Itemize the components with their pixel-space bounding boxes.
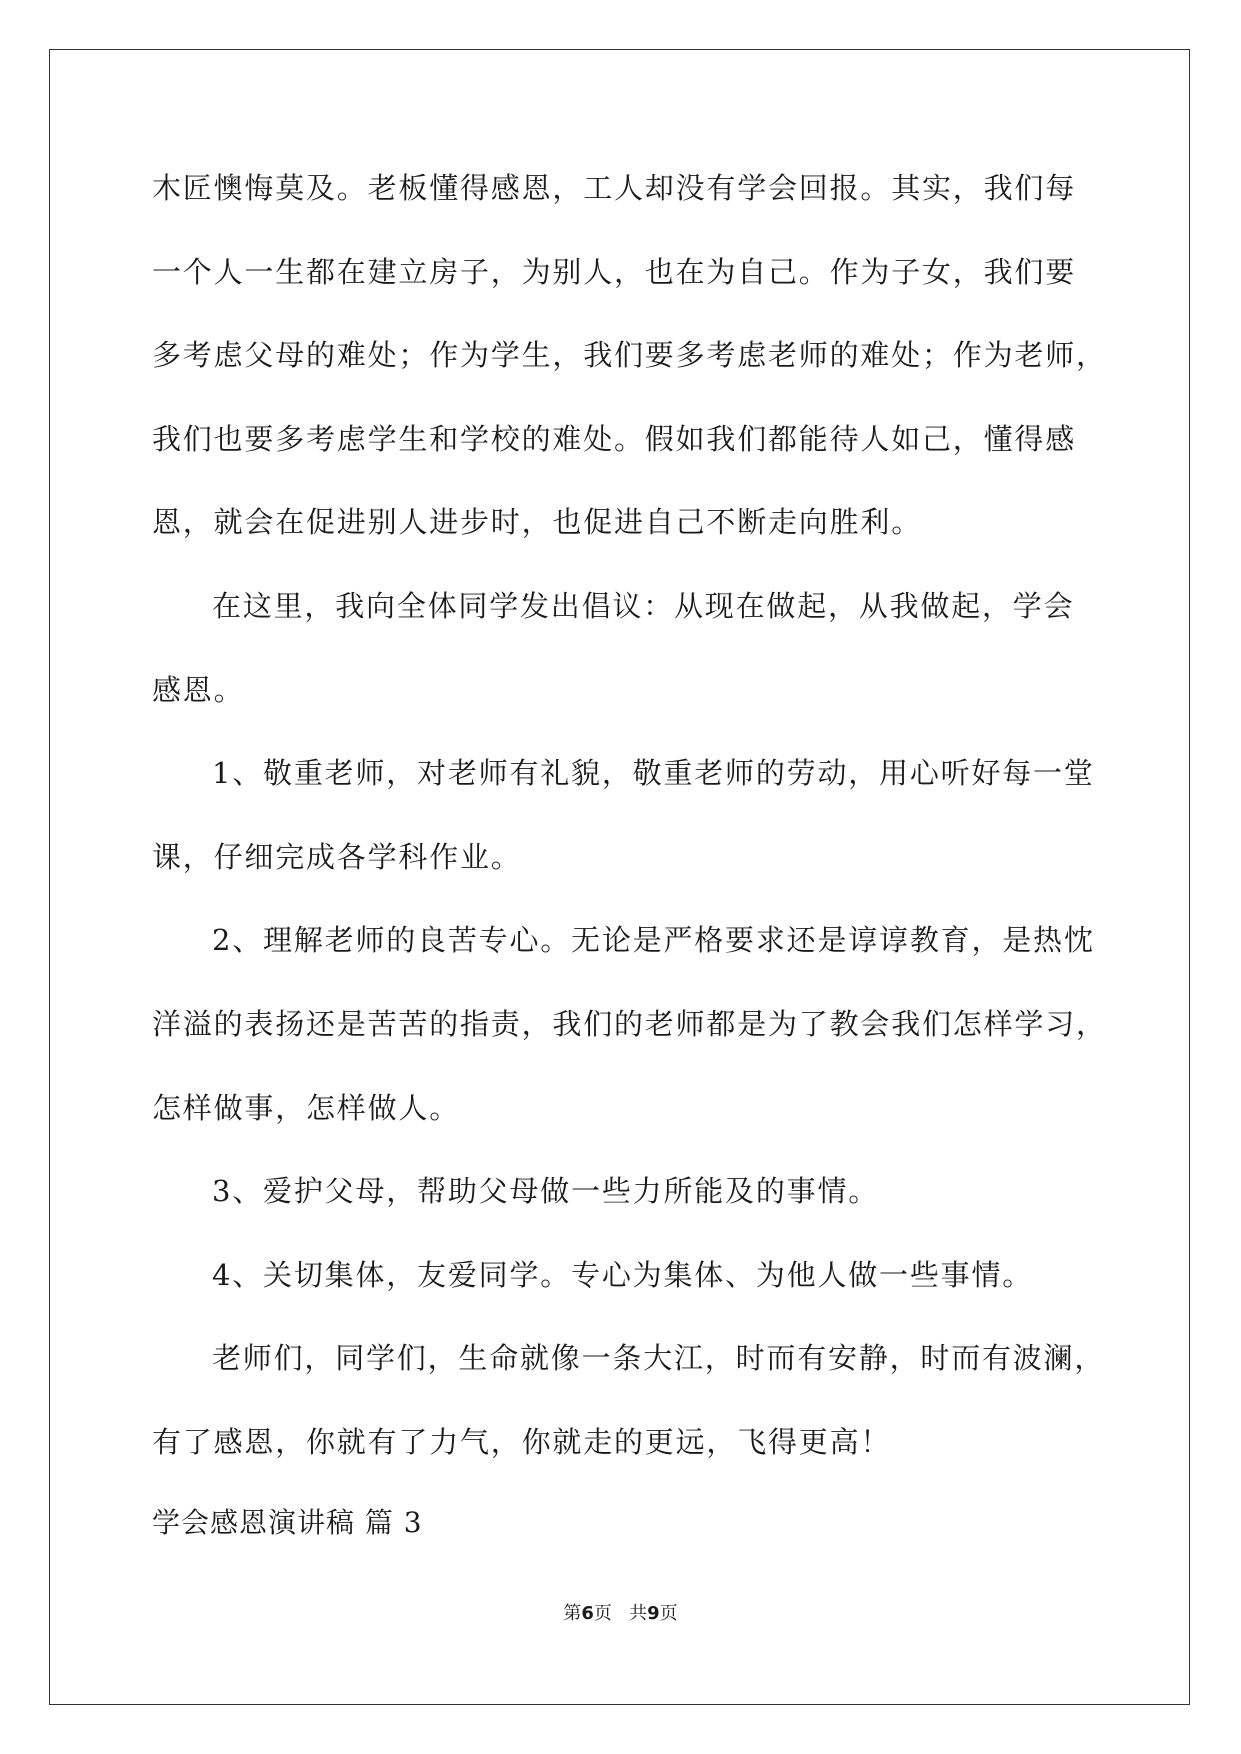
page-number: 6 (581, 1603, 594, 1624)
body-line: 多考虑父母的难处；作为学生，我们要多考虑老师的难处；作为老师， (152, 338, 1107, 372)
body-line: 一个人一生都在建立房子，为别人，也在为自己。作为子女，我们要 (152, 255, 1077, 289)
body-line: 4、关切集体，友爱同学。专心为集体、为他人做一些事情。 (212, 1258, 1034, 1292)
body-line: 感恩。 (152, 673, 245, 707)
body-line: 3、爱护父母，帮助父母做一些力所能及的事情。 (212, 1174, 880, 1208)
body-line: 老师们，同学们，生命就像一条大江，时而有安静，时而有波澜， (212, 1341, 1106, 1375)
body-line: 课，仔细完成各学科作业。 (152, 840, 522, 874)
body-line: 洋溢的表扬还是苦苦的指责，我们的老师都是为了教会我们怎样学习， (152, 1007, 1107, 1041)
page-prefix: 第 (563, 1603, 582, 1624)
body-line: 2、理解老师的良苦专心。无论是严格要求还是谆谆教育，是热忱 (212, 923, 1095, 957)
body-line: 怎样做事，怎样做人。 (152, 1091, 461, 1125)
body-line: 恩，就会在促进别人进步时，也促进自己不断走向胜利。 (152, 505, 923, 539)
body-line: 有了感恩，你就有了力气，你就走的更远，飞得更高！ (152, 1425, 892, 1459)
body-line: 1、敬重老师，对老师有礼貌，敬重老师的劳动，用心听好每一堂 (212, 756, 1095, 790)
page-footer (0, 1602, 1241, 1626)
total-prefix: 共 (629, 1603, 648, 1624)
total-pages: 9 (647, 1603, 660, 1624)
section-heading: 学会感恩演讲稿 篇 3 (152, 1506, 423, 1539)
page-suffix: 页 (593, 1603, 612, 1624)
total-suffix: 页 (659, 1603, 678, 1624)
body-line: 在这里，我向全体同学发出倡议：从现在做起，从我做起，学会 (212, 589, 1075, 623)
body-line: 木匠懊悔莫及。老板懂得感恩，工人却没有学会回报。其实，我们每 (152, 171, 1077, 205)
body-line: 我们也要多考虑学生和学校的难处。假如我们都能待人如己，懂得感 (152, 422, 1077, 456)
